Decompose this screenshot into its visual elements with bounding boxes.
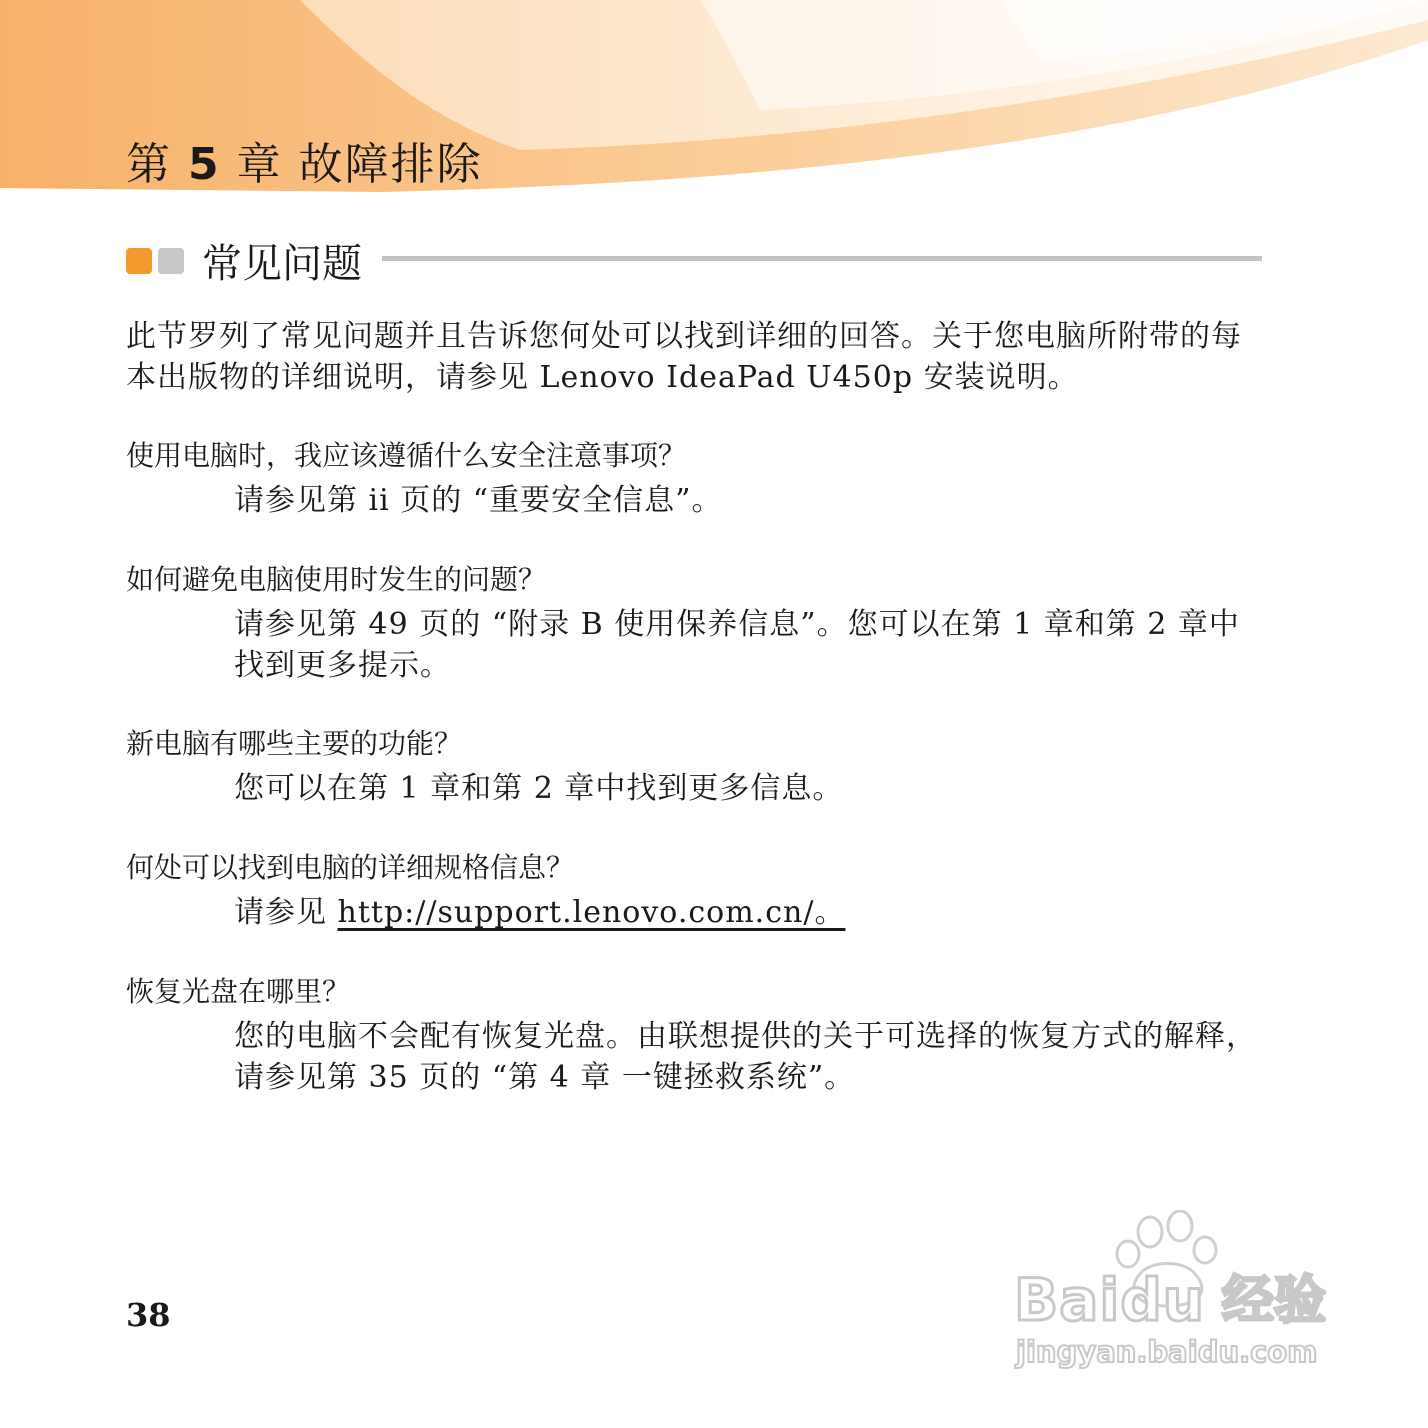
baidu-watermark	[1000, 1210, 1360, 1380]
gray-square-icon	[158, 248, 184, 274]
section-divider	[382, 256, 1262, 261]
chapter-suffix: 章 故障排除	[236, 139, 483, 190]
watermark-brand-suffix: 经验	[1222, 1271, 1327, 1331]
faq-question: 如何避免电脑使用时发生的问题？	[126, 563, 547, 596]
faq-answer: 您的电脑不会配有恢复光盘。由联想提供的关于可选择的恢复方式的解释，请参见第 35 页的 “第 4 章 一键拯救系统”。	[234, 1019, 1257, 1095]
chapter-prefix: 第	[126, 139, 172, 190]
faq-answer: 请参见第 49 页的 “附录 B 使用保养信息”。您可以在第 1 章和第 2 章中找到更多提示。	[234, 607, 1240, 683]
faq-question: 使用电脑时，我应该遵循什么安全注意事项？	[126, 439, 687, 472]
support-link[interactable]: http://support.lenovo.com.cn/。	[337, 895, 846, 930]
answer-prefix: 请参见	[234, 895, 338, 930]
faq-question: 何处可以找到电脑的详细规格信息？	[126, 851, 575, 884]
chapter-number: 5	[188, 139, 221, 190]
faq-question: 新电脑有哪些主要的功能？	[126, 727, 463, 760]
page-number: 38	[126, 1296, 171, 1334]
watermark-brand: Baidu	[1014, 1266, 1206, 1334]
watermark-url: jingyan.baidu.com	[1016, 1335, 1318, 1369]
faq-answer	[234, 892, 1262, 933]
faq-answer: 请参见第 ii 页的 “重要安全信息”。	[234, 483, 723, 518]
intro-paragraph: 此节罗列了常见问题并且告诉您何处可以找到详细的回答。关于您电脑所附带的每本出版物的详细说明，请参见 Lenovo IdeaPad U450p 安装说明。	[126, 319, 1242, 395]
orange-square-icon	[126, 248, 152, 274]
chapter-title	[126, 128, 483, 192]
faq-question: 恢复光盘在哪里？	[126, 975, 351, 1008]
faq-answer: 您可以在第 1 章和第 2 章中找到更多信息。	[234, 771, 844, 806]
section-header	[126, 232, 1262, 286]
section-title: 常见问题	[202, 241, 362, 287]
